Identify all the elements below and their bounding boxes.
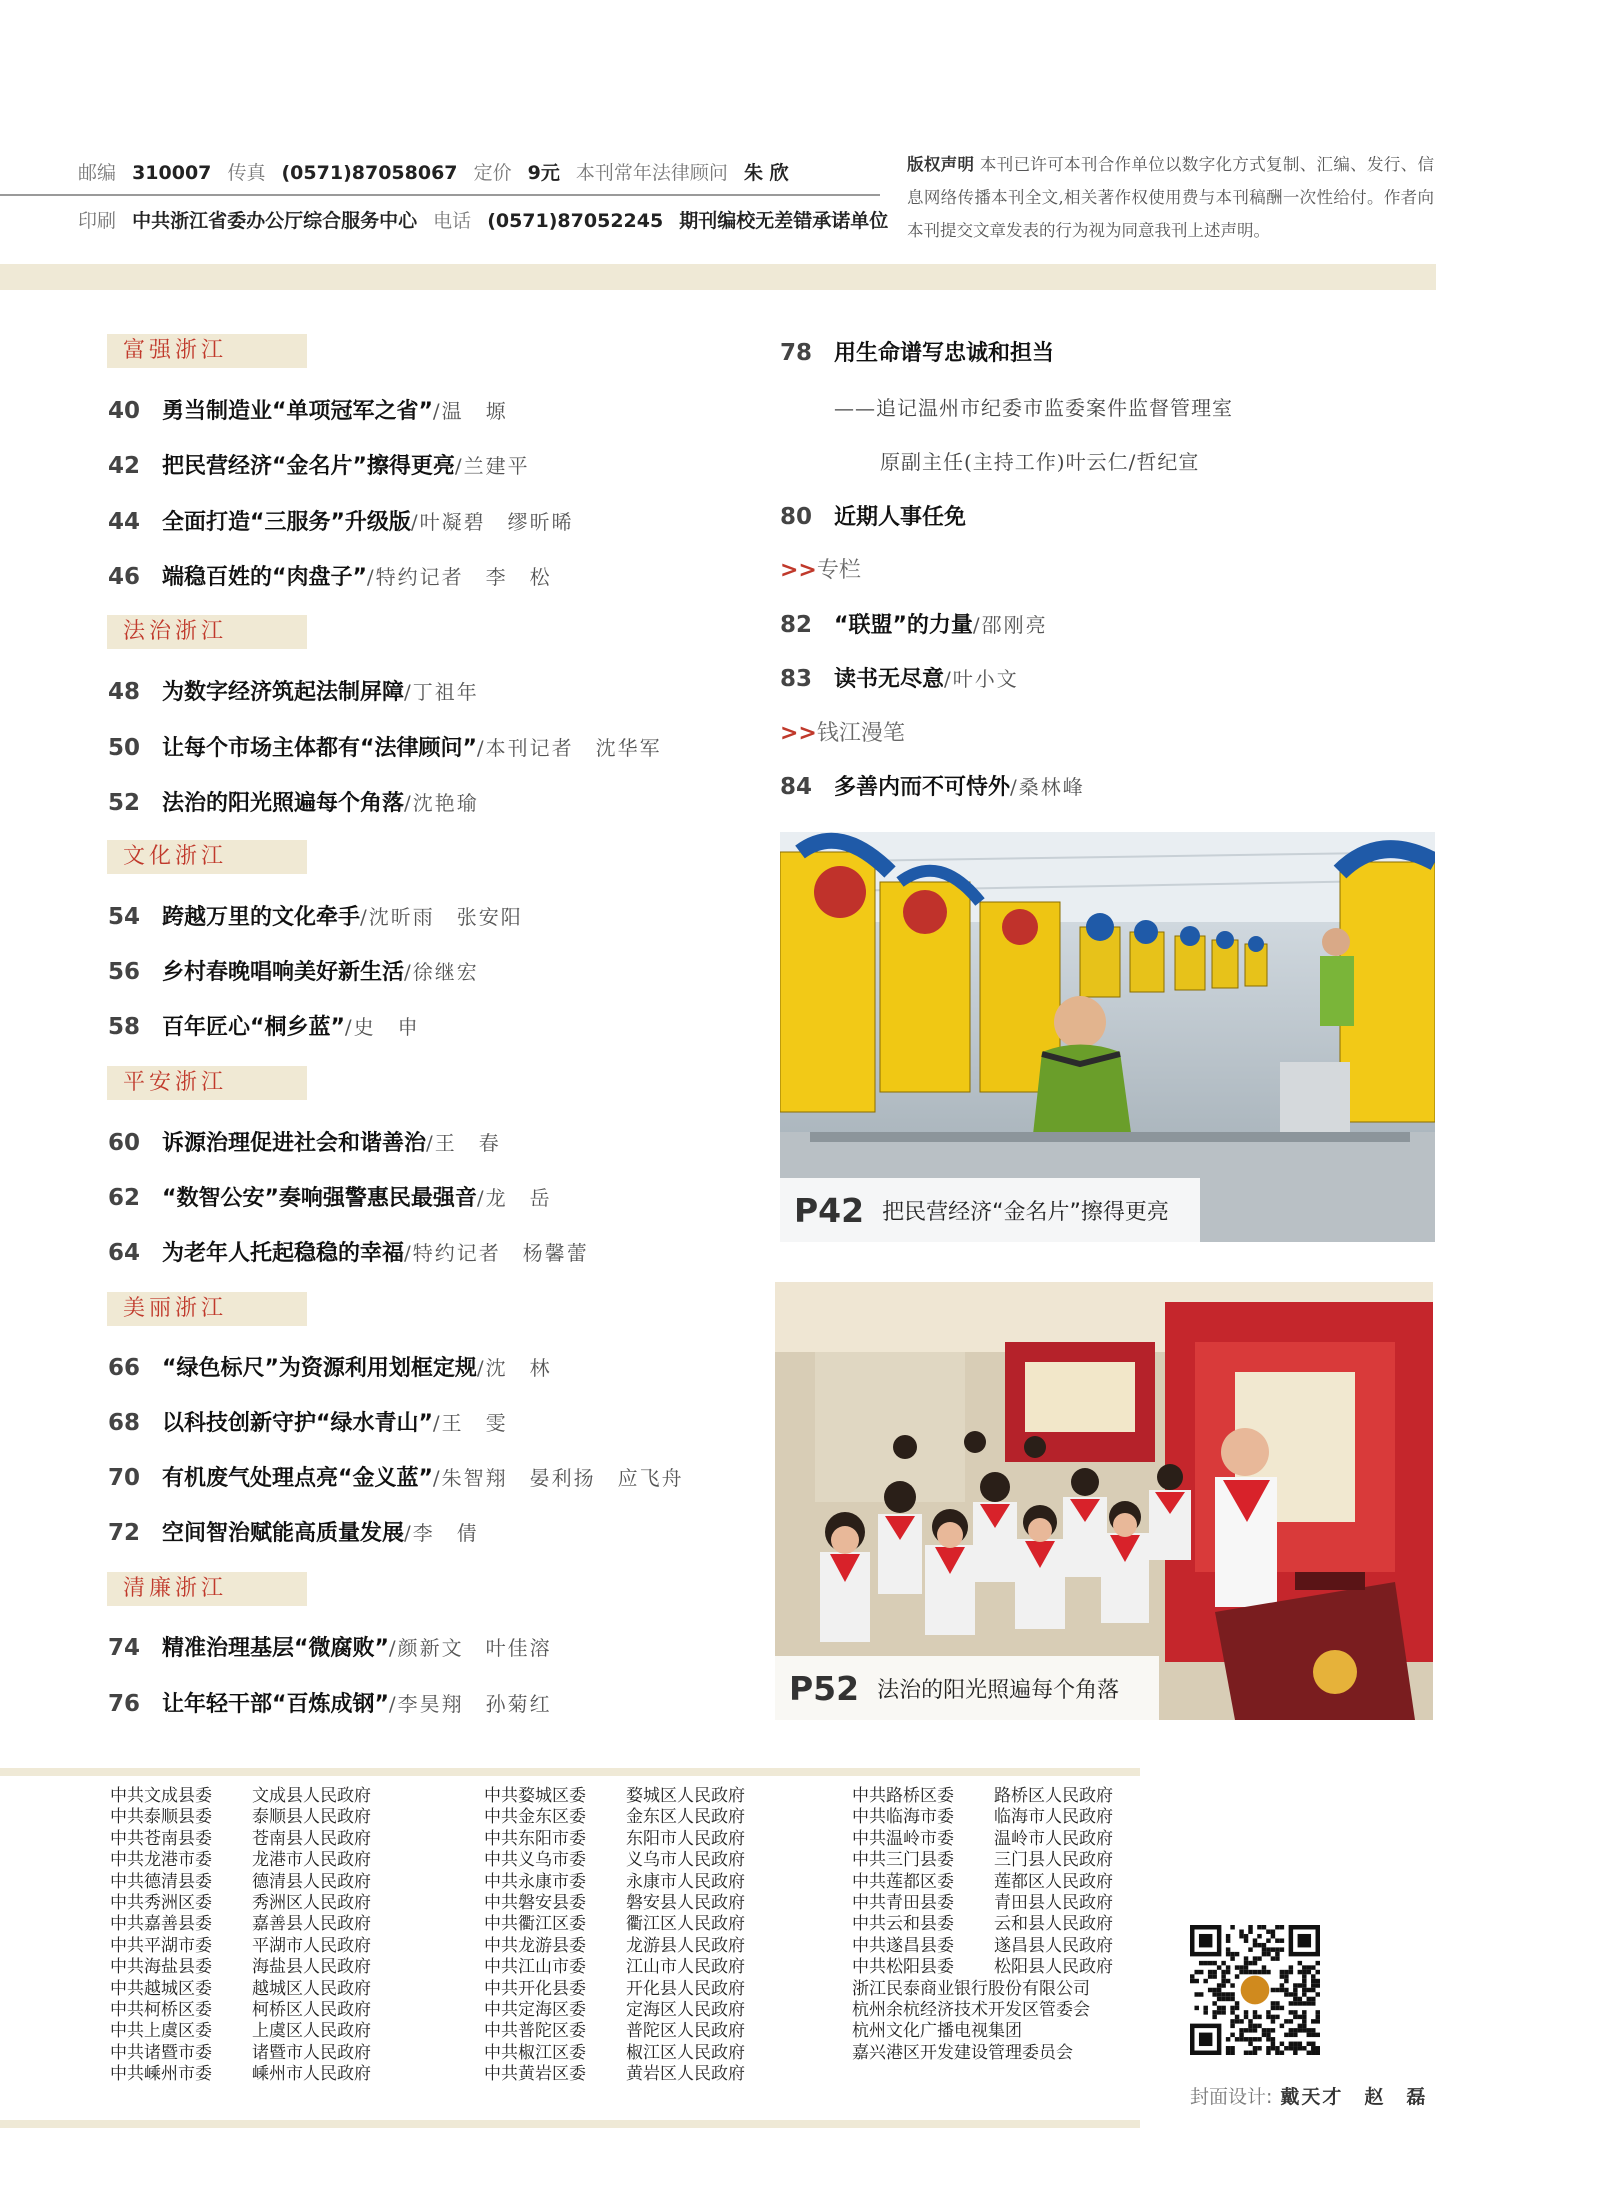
page-number: 66	[108, 1355, 141, 1381]
toc-entry[interactable]	[108, 1461, 684, 1492]
sponsor-row	[110, 2021, 371, 2042]
double-chevron-icon: >>	[780, 721, 817, 746]
page-number: 58	[108, 1014, 141, 1040]
section-head-pingan: 平安浙江	[107, 1066, 307, 1100]
price-value: 9元	[527, 162, 560, 184]
sponsor-row	[852, 1893, 1113, 1914]
toc-entry[interactable]	[108, 505, 574, 536]
toc-entry[interactable]	[108, 1406, 508, 1437]
toc-entry[interactable]	[108, 449, 530, 480]
toc-entry[interactable]	[108, 786, 479, 817]
sponsor-row	[110, 1829, 371, 1850]
photo-children-oath[interactable]	[775, 1282, 1433, 1720]
toc-entry[interactable]	[108, 1126, 501, 1157]
cover-designers: 戴天才 赵 磊	[1280, 2086, 1428, 2108]
sponsor-party-committee: 中共磐安县委	[484, 1893, 586, 1914]
page-number: 84	[780, 774, 813, 800]
article-subtitle: 原副主任(主持工作)叶云仁/哲纪宣	[880, 450, 1200, 474]
sponsor-row	[484, 1829, 745, 1850]
article-author: /李 倩	[404, 1521, 479, 1545]
article-author: /叶凝碧 缪昕晞	[410, 510, 574, 534]
toc-entry[interactable]	[108, 1236, 589, 1267]
sponsor-government: 泰顺县人民政府	[252, 1807, 371, 1828]
sponsor-party-committee: 中共遂昌县委	[852, 1935, 954, 1956]
sponsor-party-committee: 中共龙游县委	[484, 1935, 586, 1956]
printer-value: 中共浙江省委办公厅综合服务中心	[132, 210, 418, 232]
sponsor-row	[484, 1807, 745, 1828]
sponsor-government: 诸暨市人民政府	[252, 2042, 371, 2063]
sponsor-party-committee: 中共路桥区委	[852, 1786, 954, 1806]
sponsor-party-committee: 中共温岭市委	[852, 1828, 954, 1849]
article-author: /叶小文	[944, 667, 1019, 691]
page-number: 74	[108, 1635, 141, 1661]
sponsor-row	[484, 1786, 745, 1807]
page-number: 72	[108, 1520, 141, 1546]
sponsor-row	[484, 1936, 745, 1957]
qr-code-icon[interactable]	[1190, 1925, 1320, 2055]
cover-design-credit	[1190, 2082, 1427, 2109]
page-number: 54	[108, 904, 141, 930]
sponsor-government: 温岭市人民政府	[994, 1828, 1113, 1849]
sponsor-party-committee: 中共衢江区委	[484, 1914, 586, 1935]
sponsor-government: 定海区人民政府	[626, 2000, 745, 2021]
article-author: /李昊翔 孙菊红	[388, 1692, 552, 1716]
sponsor-government: 金东区人民政府	[626, 1807, 745, 1828]
article-title: 乡村春晚唱响美好新生活	[162, 960, 405, 985]
article-title: 空间智治赋能高质量发展	[162, 1521, 405, 1546]
sponsor-party-committee: 中共泰顺县委	[110, 1807, 212, 1828]
sponsor-government: 松阳县人民政府	[994, 1957, 1113, 1978]
article-author: /沈昕雨 张安阳	[360, 905, 523, 929]
toc-entry[interactable]	[108, 560, 552, 591]
sponsor-row	[852, 1850, 1113, 1871]
sponsor-row	[484, 1893, 745, 1914]
page-number: 56	[108, 959, 141, 985]
article-subtitle: ——追记温州市纪委市监委案件监督管理室	[834, 396, 1233, 420]
sponsor-party-committee: 中共松阳县委	[852, 1957, 954, 1978]
sponsor-row	[852, 1979, 1113, 2000]
phone-label: 电话	[433, 210, 472, 232]
section-head-qinglian: 清廉浙江	[107, 1572, 307, 1606]
sponsor-row	[484, 2021, 745, 2042]
page-number: 48	[108, 679, 141, 705]
sponsor-row	[852, 2021, 1113, 2042]
photo-page-number: P42	[794, 1190, 865, 1230]
sponsor-party-committee: 中共金东区委	[484, 1807, 586, 1828]
sponsor-row	[484, 1914, 745, 1935]
page-number: 78	[780, 340, 813, 366]
article-author: /史 申	[344, 1015, 420, 1039]
sponsor-government: 嵊州市人民政府	[252, 2064, 371, 2085]
page-number: 82	[780, 612, 813, 638]
copyright-label: 版权声明	[907, 155, 975, 174]
phone-value: (0571)87052245	[487, 210, 664, 232]
sponsor-party-committee: 中共龙港市委	[110, 1850, 212, 1871]
article-author: /沈 林	[476, 1356, 552, 1380]
sponsor-row	[484, 2043, 745, 2064]
sponsor-government: 临海市人民政府	[994, 1807, 1113, 1828]
sponsor-row	[110, 1914, 371, 1935]
photo-caption	[780, 1178, 1200, 1242]
sponsor-row	[852, 2000, 1113, 2021]
sponsor-row	[484, 1979, 745, 2000]
page-number: 40	[108, 398, 141, 424]
article-title: 跨越万里的文化牵手	[162, 905, 361, 930]
sponsor-party-committee: 杭州文化广播电视集团	[852, 2021, 1022, 2042]
toc-entry[interactable]	[108, 900, 523, 931]
photo-page-number: P52	[789, 1668, 860, 1708]
sponsor-party-committee: 中共海盐县委	[110, 1957, 212, 1978]
article-author: /王 雯	[432, 1411, 508, 1435]
section-head-fuqiang: 富强浙江	[107, 334, 307, 368]
sponsor-government: 永康市人民政府	[626, 1871, 745, 1892]
sponsor-party-committee: 中共苍南县委	[110, 1828, 212, 1849]
cover-design-label: 封面设计:	[1190, 2086, 1273, 2108]
page-number: 83	[780, 666, 813, 692]
section-head-fazhi: 法治浙江	[107, 615, 307, 649]
article-title: 让每个市场主体都有“法律顾问”	[162, 736, 477, 761]
postcode-label: 邮编	[78, 162, 117, 184]
sponsor-government: 柯桥区人民政府	[252, 2000, 371, 2021]
sponsor-party-committee: 中共定海区委	[484, 2000, 586, 2021]
article-author: /王 春	[426, 1131, 501, 1155]
article-title: 百年匠心“桐乡蓝”	[162, 1015, 345, 1040]
article-author: /本刊记者 沈华军	[476, 736, 662, 760]
toc-entry[interactable]	[780, 662, 1019, 693]
sponsor-government: 普陀区人民政府	[626, 2021, 745, 2042]
sponsor-government: 东阳市人民政府	[626, 1828, 745, 1849]
sponsor-row	[852, 1872, 1113, 1893]
sponsor-government: 莲都区人民政府	[994, 1871, 1113, 1892]
sponsor-government: 三门县人民政府	[994, 1850, 1113, 1871]
sponsor-row	[484, 1872, 745, 1893]
page-number: 68	[108, 1410, 141, 1436]
article-title: 精准治理基层“微腐败”	[162, 1636, 389, 1661]
article-title: 把民营经济“金名片”擦得更亮	[162, 454, 455, 479]
sponsor-row	[110, 1957, 371, 1978]
sponsor-party-committee: 中共平湖市委	[110, 1935, 212, 1956]
column-name: 专栏	[816, 558, 861, 583]
sponsor-row	[852, 1936, 1113, 1957]
toc-entry[interactable]	[108, 1010, 420, 1041]
sponsor-government: 秀洲区人民政府	[252, 1893, 371, 1914]
article-title: 用生命谱写忠诚和担当	[834, 341, 1055, 366]
sponsor-government: 文成县人民政府	[252, 1786, 371, 1806]
sponsor-row	[110, 2000, 371, 2021]
column-tag-qianjiang	[780, 716, 905, 747]
sponsor-party-committee: 中共三门县委	[852, 1850, 954, 1871]
sponsor-row	[110, 1893, 371, 1914]
sponsor-government: 海盐县人民政府	[252, 1957, 371, 1978]
sponsor-party-committee: 中共越城区委	[110, 1978, 212, 1999]
sponsor-party-committee: 中共义乌市委	[484, 1850, 586, 1871]
article-title: 诉源治理促进社会和谐善治	[162, 1131, 427, 1156]
toc-entry[interactable]	[780, 608, 1048, 639]
toc-entry[interactable]	[108, 1687, 552, 1718]
publication-info-line-1	[78, 158, 799, 185]
double-chevron-icon: >>	[780, 558, 817, 583]
sponsor-party-committee: 杭州余杭经济技术开发区管委会	[852, 2000, 1090, 2021]
sponsor-party-committee: 中共德清县委	[110, 1871, 212, 1892]
page-number: 60	[108, 1130, 141, 1156]
page-number: 44	[108, 509, 141, 535]
sponsor-government: 椒江区人民政府	[626, 2042, 745, 2063]
article-title: 法治的阳光照遍每个角落	[162, 791, 405, 816]
toc-entry[interactable]	[108, 1631, 552, 1662]
article-title: 近期人事任免	[834, 505, 967, 530]
sponsor-party-committee: 嘉兴港区开发建设管理委员会	[852, 2042, 1073, 2063]
sponsor-row	[484, 2064, 745, 2085]
column-tag-zhuanlan	[780, 553, 861, 584]
header-divider	[0, 194, 880, 196]
toc-entry[interactable]	[108, 955, 479, 986]
sponsor-government: 路桥区人民政府	[994, 1786, 1113, 1806]
page-number: 70	[108, 1465, 141, 1491]
page-number: 64	[108, 1240, 141, 1266]
sponsor-row	[484, 1850, 745, 1871]
sponsor-band-top	[0, 1768, 1140, 1776]
sponsor-party-committee: 中共婺城区委	[484, 1786, 586, 1806]
postcode-value: 310007	[132, 162, 212, 184]
sponsor-row	[110, 1979, 371, 2000]
page-number: 62	[108, 1185, 141, 1211]
sponsor-government: 平湖市人民政府	[252, 1935, 371, 1956]
sponsor-government: 德清县人民政府	[252, 1871, 371, 1892]
sponsor-band-bottom	[0, 2120, 1140, 2128]
copyright-text: 本刊已许可本刊合作单位以数字化方式复制、汇编、发行、信息网络传播本刊全文,相关著作权使用费与本刊稿酬一次性给付。作者向本刊提交文章发表的行为视为同意我刊上述声明。	[907, 155, 1435, 240]
article-title: 多善内而不可恃外	[834, 775, 1011, 800]
sponsor-party-committee: 中共秀洲区委	[110, 1893, 212, 1914]
page-number: 76	[108, 1691, 141, 1717]
quality-commitment: 期刊编校无差错承诺单位	[679, 210, 889, 232]
section-head-wenhua: 文化浙江	[107, 840, 307, 874]
sponsor-column-1	[110, 1786, 371, 2086]
page-number: 46	[108, 564, 141, 590]
sponsor-party-committee: 中共永康市委	[484, 1871, 586, 1892]
sponsor-party-committee: 中共黄岩区委	[484, 2064, 586, 2085]
sponsor-row	[852, 1914, 1113, 1935]
article-author: /沈艳瑜	[404, 791, 479, 815]
article-author: /兰建平	[454, 454, 530, 478]
toc-entry[interactable]	[780, 770, 1085, 801]
sponsor-party-committee: 中共上虞区委	[110, 2021, 212, 2042]
article-title: 有机废气处理点亮“金义蓝”	[162, 1466, 433, 1491]
sponsor-row	[852, 1786, 1113, 1807]
sponsor-government: 义乌市人民政府	[626, 1850, 745, 1871]
legal-advisor-label: 本刊常年法律顾问	[575, 162, 728, 184]
photo-caption-text: 法治的阳光照遍每个角落	[877, 1677, 1120, 1703]
photo-caption	[775, 1656, 1159, 1720]
sponsor-party-committee: 中共青田县委	[852, 1893, 954, 1914]
sponsor-row	[852, 1807, 1113, 1828]
sponsor-row	[110, 2043, 371, 2064]
sponsor-row	[110, 1872, 371, 1893]
article-title: 读书无尽意	[834, 667, 945, 692]
photo-caption-text: 把民营经济“金名片”擦得更亮	[882, 1199, 1169, 1225]
sponsor-row	[110, 1850, 371, 1871]
header-band	[0, 264, 1436, 290]
sponsor-party-committee: 中共柯桥区委	[110, 2000, 212, 2021]
article-author: /龙 岳	[476, 1186, 552, 1210]
sponsor-government: 衢江区人民政府	[626, 1914, 745, 1935]
article-title: 勇当制造业“单项冠军之省”	[162, 399, 433, 424]
sponsor-government: 黄岩区人民政府	[626, 2064, 745, 2085]
article-title: 为老年人托起稳稳的幸福	[162, 1241, 405, 1266]
page-number: 52	[108, 790, 141, 816]
price-label: 定价	[473, 162, 512, 184]
article-title: 以科技创新守护“绿水青山”	[162, 1411, 433, 1436]
fax-label: 传真	[227, 162, 266, 184]
article-author: /特约记者 李 松	[366, 565, 552, 589]
section-head-meili: 美丽浙江	[107, 1292, 307, 1326]
article-author: /颜新文 叶佳溶	[388, 1636, 552, 1660]
sponsor-government: 嘉善县人民政府	[252, 1914, 371, 1935]
copyright-notice	[907, 148, 1434, 247]
article-title: “联盟”的力量	[834, 613, 973, 638]
article-author: /特约记者 杨馨蕾	[404, 1241, 589, 1265]
sponsor-party-committee: 中共诸暨市委	[110, 2042, 212, 2063]
article-author: /朱智翔 晏利扬 应飞舟	[432, 1466, 684, 1490]
sponsor-party-committee: 中共东阳市委	[484, 1828, 586, 1849]
sponsor-government: 云和县人民政府	[994, 1914, 1113, 1935]
article-author: /丁祖年	[404, 680, 479, 704]
sponsor-party-committee: 中共普陀区委	[484, 2021, 586, 2042]
sponsor-party-committee: 中共开化县委	[484, 1978, 586, 1999]
toc-entry[interactable]	[108, 1516, 479, 1547]
article-title: “数智公安”奏响强警惠民最强音	[162, 1186, 477, 1211]
toc-entry[interactable]	[780, 500, 966, 531]
page-number: 50	[108, 735, 141, 761]
sponsor-row	[110, 1936, 371, 1957]
sponsor-row	[484, 1957, 745, 1978]
sponsor-party-committee: 中共莲都区委	[852, 1871, 954, 1892]
sponsor-government: 开化县人民政府	[626, 1978, 745, 1999]
article-title: 为数字经济筑起法制屏障	[162, 680, 405, 705]
sponsor-government: 磐安县人民政府	[626, 1893, 745, 1914]
article-author: /温 塬	[432, 399, 508, 423]
sponsor-party-committee: 中共云和县委	[852, 1914, 954, 1935]
toc-entry[interactable]	[108, 1351, 552, 1382]
sponsor-government: 龙游县人民政府	[626, 1935, 745, 1956]
page-number: 80	[780, 504, 813, 530]
fax-value: (0571)87058067	[281, 162, 458, 184]
article-author: /徐继宏	[404, 960, 479, 984]
sponsor-government: 上虞区人民政府	[252, 2021, 371, 2042]
sponsor-row	[484, 2000, 745, 2021]
toc-entry[interactable]	[108, 1181, 552, 1212]
sponsor-row	[852, 1957, 1113, 1978]
article-title: 让年轻干部“百炼成钢”	[162, 1692, 389, 1717]
sponsor-party-committee: 中共嵊州市委	[110, 2064, 212, 2085]
sponsor-government: 遂昌县人民政府	[994, 1935, 1113, 1956]
sponsor-government: 龙港市人民政府	[252, 1850, 371, 1871]
sponsor-party-committee: 中共椒江区委	[484, 2042, 586, 2063]
toc-entry[interactable]	[108, 394, 508, 425]
photo-robot-factory[interactable]	[780, 832, 1435, 1242]
sponsor-row	[852, 2043, 1113, 2064]
page-number: 42	[108, 453, 141, 479]
toc-entry[interactable]	[108, 675, 479, 706]
sponsor-government: 越城区人民政府	[252, 1978, 371, 1999]
toc-entry[interactable]	[780, 336, 1054, 367]
article-author: /桑林峰	[1010, 775, 1085, 799]
sponsor-government: 苍南县人民政府	[252, 1828, 371, 1849]
sponsor-government: 婺城区人民政府	[626, 1786, 745, 1806]
toc-entry[interactable]	[108, 731, 662, 762]
sponsor-row	[110, 1786, 371, 1807]
article-author: /邵刚亮	[972, 613, 1048, 637]
sponsor-row	[110, 2064, 371, 2085]
column-name: 钱江漫笔	[816, 721, 905, 746]
sponsor-party-committee: 中共江山市委	[484, 1957, 586, 1978]
article-title: “绿色标尺”为资源利用划框定规	[162, 1356, 477, 1381]
sponsor-party-committee: 中共文成县委	[110, 1786, 212, 1806]
sponsor-column-2	[484, 1786, 745, 2086]
sponsor-party-committee: 中共临海市委	[852, 1807, 954, 1828]
sponsor-row	[110, 1807, 371, 1828]
sponsor-party-committee: 浙江民泰商业银行股份有限公司	[852, 1978, 1090, 1999]
legal-advisor-value: 朱 欣	[743, 162, 789, 184]
sponsor-government: 青田县人民政府	[994, 1893, 1113, 1914]
children-oath-illustration	[775, 1282, 1433, 1720]
sponsor-party-committee: 中共嘉善县委	[110, 1914, 212, 1935]
sponsor-column-3	[852, 1786, 1113, 2064]
article-title: 端稳百姓的“肉盘子”	[162, 565, 367, 590]
article-title: 全面打造“三服务”升级版	[162, 510, 411, 535]
publication-info-line-2	[78, 206, 898, 233]
printer-label: 印刷	[78, 210, 117, 232]
sponsor-government: 江山市人民政府	[626, 1957, 745, 1978]
sponsor-row	[852, 1829, 1113, 1850]
